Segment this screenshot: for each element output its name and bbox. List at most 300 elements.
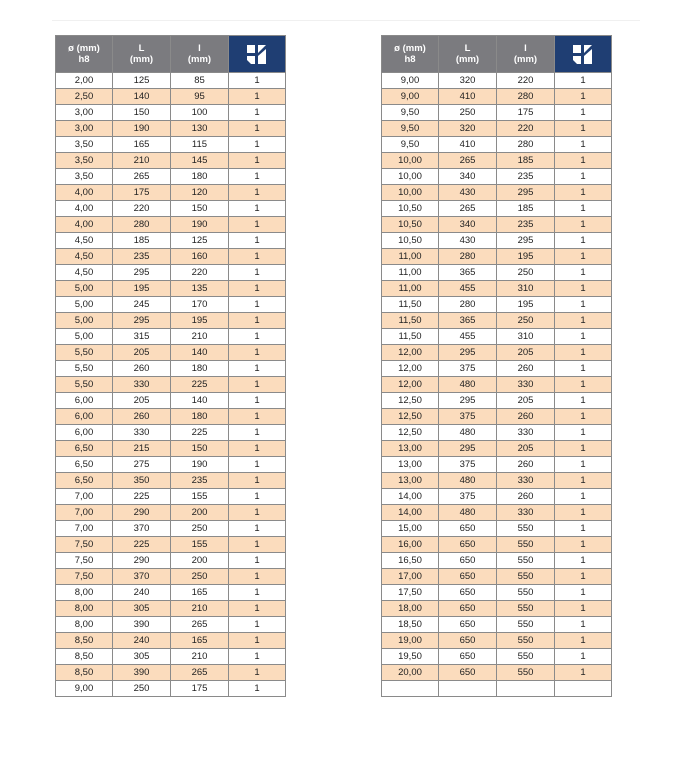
table-row — [382, 217, 612, 233]
table-row — [382, 617, 612, 633]
length-cell: 290 — [113, 553, 171, 569]
flute-length-cell: 235 — [171, 473, 229, 489]
diameter-cell: 4,50 — [56, 233, 113, 249]
length-cell: 320 — [439, 73, 497, 89]
flute-length-cell: 190 — [171, 457, 229, 473]
diameter-cell: 6,50 — [56, 457, 113, 473]
flute-length-cell: 280 — [497, 137, 555, 153]
pack-quantity-cell: 1 — [555, 553, 612, 569]
length-cell: 240 — [113, 633, 171, 649]
table-row — [382, 249, 612, 265]
table-row — [382, 153, 612, 169]
table-row — [56, 329, 286, 345]
pack-quantity-cell: 1 — [229, 233, 286, 249]
length-cell: 305 — [113, 649, 171, 665]
pack-quantity-cell — [555, 681, 612, 697]
spec-table-left-body — [56, 73, 286, 697]
flute-length-cell: 130 — [171, 121, 229, 137]
length-cell: 190 — [113, 121, 171, 137]
table-row — [382, 105, 612, 121]
diameter-cell: 4,00 — [56, 217, 113, 233]
pack-quantity-cell: 1 — [555, 585, 612, 601]
table-row — [382, 665, 612, 681]
diameter-cell: 4,50 — [56, 249, 113, 265]
length-header-unit: (mm) — [455, 54, 480, 65]
flute-length-cell: 150 — [171, 201, 229, 217]
diameter-cell: 11,50 — [382, 297, 439, 313]
diameter-cell: 8,50 — [56, 665, 113, 681]
pack-quantity-header — [229, 36, 286, 73]
pack-quantity-cell: 1 — [229, 425, 286, 441]
table-row — [56, 265, 286, 281]
length-cell: 295 — [439, 345, 497, 361]
table-row — [56, 617, 286, 633]
table-row — [56, 521, 286, 537]
table-row — [56, 409, 286, 425]
pack-quantity-cell: 1 — [229, 569, 286, 585]
diameter-cell: 13,00 — [382, 473, 439, 489]
length-cell: 650 — [439, 537, 497, 553]
table-row — [56, 665, 286, 681]
pack-quantity-cell: 1 — [229, 137, 286, 153]
table-row — [56, 489, 286, 505]
pack-quantity-cell: 1 — [555, 409, 612, 425]
flute-length-cell: 280 — [497, 89, 555, 105]
flute-length-cell: 235 — [497, 217, 555, 233]
flute-length-cell: 195 — [171, 313, 229, 329]
pack-quantity-cell: 1 — [229, 361, 286, 377]
length-cell: 315 — [113, 329, 171, 345]
length-cell: 340 — [439, 169, 497, 185]
table-row — [56, 313, 286, 329]
diameter-header-tolerance: h8 — [404, 54, 416, 65]
diameter-cell: 7,00 — [56, 521, 113, 537]
flute-length-cell: 180 — [171, 361, 229, 377]
diameter-cell: 12,50 — [382, 409, 439, 425]
flute-length-cell: 310 — [497, 281, 555, 297]
pack-quantity-cell: 1 — [229, 601, 286, 617]
table-row — [56, 297, 286, 313]
pack-quantity-cell: 1 — [229, 441, 286, 457]
diameter-cell: 6,00 — [56, 425, 113, 441]
pack-quantity-cell: 1 — [229, 217, 286, 233]
diameter-cell: 18,50 — [382, 617, 439, 633]
length-header — [113, 36, 171, 73]
length-cell: 275 — [113, 457, 171, 473]
table-row — [56, 377, 286, 393]
length-cell: 370 — [113, 569, 171, 585]
pack-quantity-cell: 1 — [229, 249, 286, 265]
flute-length-cell: 155 — [171, 489, 229, 505]
diameter-cell — [382, 681, 439, 697]
pack-quantity-cell: 1 — [229, 329, 286, 345]
flute-length-cell: 210 — [171, 649, 229, 665]
flute-length-cell: 250 — [497, 313, 555, 329]
table-row — [56, 345, 286, 361]
pack-quantity-cell: 1 — [229, 201, 286, 217]
flute-length-cell: 225 — [171, 377, 229, 393]
diameter-cell: 7,00 — [56, 505, 113, 521]
pack-quantity-cell: 1 — [555, 601, 612, 617]
pack-quantity-cell: 1 — [555, 521, 612, 537]
brand-logo-icon — [570, 41, 596, 67]
diameter-header-label: ø (mm) — [68, 43, 100, 54]
table-row — [382, 361, 612, 377]
length-cell: 215 — [113, 441, 171, 457]
flute-length-cell: 235 — [497, 169, 555, 185]
pack-quantity-cell: 1 — [229, 489, 286, 505]
pack-quantity-cell: 1 — [229, 393, 286, 409]
flute-length-cell: 550 — [497, 617, 555, 633]
table-row — [382, 601, 612, 617]
diameter-cell: 5,00 — [56, 297, 113, 313]
pack-quantity-cell: 1 — [229, 169, 286, 185]
table-row — [56, 89, 286, 105]
flute-length-header-unit: (mm) — [513, 54, 538, 65]
length-cell — [439, 681, 497, 697]
table-row — [56, 505, 286, 521]
length-cell: 480 — [439, 425, 497, 441]
flute-length-cell: 550 — [497, 585, 555, 601]
spec-table-right — [381, 35, 612, 697]
flute-length-header-unit: (mm) — [187, 54, 212, 65]
diameter-cell: 16,50 — [382, 553, 439, 569]
pack-quantity-cell: 1 — [555, 361, 612, 377]
diameter-cell: 7,50 — [56, 537, 113, 553]
brand-logo-icon — [244, 41, 270, 67]
diameter-cell: 4,00 — [56, 201, 113, 217]
diameter-cell: 12,50 — [382, 393, 439, 409]
length-cell: 320 — [439, 121, 497, 137]
pack-quantity-cell: 1 — [555, 537, 612, 553]
diameter-header-tolerance: h8 — [78, 54, 90, 65]
length-cell: 175 — [113, 185, 171, 201]
length-cell: 295 — [439, 393, 497, 409]
flute-length-cell: 175 — [497, 105, 555, 121]
flute-length-cell: 135 — [171, 281, 229, 297]
diameter-cell: 7,00 — [56, 489, 113, 505]
diameter-cell: 5,50 — [56, 377, 113, 393]
flute-length-cell: 170 — [171, 297, 229, 313]
table-row — [382, 121, 612, 137]
table-row — [382, 73, 612, 89]
diameter-cell: 19,50 — [382, 649, 439, 665]
flute-length-cell: 205 — [497, 441, 555, 457]
pack-quantity-cell: 1 — [229, 89, 286, 105]
flute-length-cell: 550 — [497, 553, 555, 569]
diameter-cell: 6,50 — [56, 441, 113, 457]
length-cell: 265 — [113, 169, 171, 185]
pack-quantity-cell: 1 — [555, 249, 612, 265]
diameter-cell: 10,00 — [382, 169, 439, 185]
table-row — [382, 425, 612, 441]
table-row — [56, 185, 286, 201]
length-cell: 650 — [439, 617, 497, 633]
pack-quantity-cell: 1 — [555, 73, 612, 89]
table-row — [56, 441, 286, 457]
diameter-cell: 2,00 — [56, 73, 113, 89]
diameter-cell: 5,00 — [56, 281, 113, 297]
diameter-cell: 5,00 — [56, 313, 113, 329]
table-row — [56, 233, 286, 249]
table-row — [382, 521, 612, 537]
flute-length-cell: 185 — [497, 153, 555, 169]
pack-quantity-cell: 1 — [555, 121, 612, 137]
length-header — [439, 36, 497, 73]
length-cell: 410 — [439, 137, 497, 153]
diameter-cell: 3,50 — [56, 137, 113, 153]
length-cell: 140 — [113, 89, 171, 105]
length-cell: 650 — [439, 553, 497, 569]
length-cell: 650 — [439, 649, 497, 665]
pack-quantity-cell: 1 — [555, 201, 612, 217]
pack-quantity-cell: 1 — [555, 617, 612, 633]
flute-length-cell: 155 — [171, 537, 229, 553]
table-row — [382, 393, 612, 409]
flute-length-cell: 205 — [497, 345, 555, 361]
pack-quantity-cell: 1 — [229, 473, 286, 489]
diameter-cell: 10,50 — [382, 233, 439, 249]
flute-length-cell: 220 — [497, 121, 555, 137]
pack-quantity-cell: 1 — [229, 265, 286, 281]
diameter-cell: 9,50 — [382, 105, 439, 121]
flute-length-cell: 550 — [497, 569, 555, 585]
length-cell: 390 — [113, 617, 171, 633]
diameter-cell: 10,00 — [382, 153, 439, 169]
table-row — [56, 537, 286, 553]
length-header-label: L — [138, 43, 145, 54]
flute-length-cell: 250 — [171, 569, 229, 585]
diameter-cell: 12,50 — [382, 425, 439, 441]
flute-length-cell: 330 — [497, 425, 555, 441]
diameter-cell: 15,00 — [382, 521, 439, 537]
length-cell: 375 — [439, 409, 497, 425]
pack-quantity-cell: 1 — [555, 185, 612, 201]
pack-quantity-cell: 1 — [229, 105, 286, 121]
length-cell: 410 — [439, 89, 497, 105]
flute-length-cell: 195 — [497, 297, 555, 313]
table-row — [382, 489, 612, 505]
length-cell: 480 — [439, 505, 497, 521]
diameter-cell: 13,00 — [382, 457, 439, 473]
pack-quantity-cell: 1 — [555, 489, 612, 505]
table-row — [382, 297, 612, 313]
diameter-cell: 9,50 — [382, 137, 439, 153]
pack-quantity-cell: 1 — [229, 665, 286, 681]
length-cell: 375 — [439, 361, 497, 377]
flute-length-cell — [497, 681, 555, 697]
diameter-header — [382, 36, 439, 73]
flute-length-cell: 205 — [497, 393, 555, 409]
pack-quantity-cell: 1 — [229, 617, 286, 633]
flute-length-cell: 160 — [171, 249, 229, 265]
length-cell: 280 — [439, 249, 497, 265]
table-row — [382, 649, 612, 665]
pack-quantity-cell: 1 — [555, 425, 612, 441]
length-cell: 295 — [113, 313, 171, 329]
diameter-cell: 3,00 — [56, 121, 113, 137]
flute-length-cell: 295 — [497, 185, 555, 201]
table-row — [56, 393, 286, 409]
length-cell: 650 — [439, 585, 497, 601]
table-row — [382, 313, 612, 329]
diameter-cell: 9,00 — [382, 73, 439, 89]
diameter-header-label: ø (mm) — [394, 43, 426, 54]
diameter-cell: 8,00 — [56, 601, 113, 617]
length-cell: 280 — [439, 297, 497, 313]
diameter-cell: 12,00 — [382, 361, 439, 377]
pack-quantity-cell: 1 — [555, 393, 612, 409]
table-row — [56, 281, 286, 297]
table-row — [382, 537, 612, 553]
length-cell: 350 — [113, 473, 171, 489]
pack-quantity-cell: 1 — [229, 297, 286, 313]
length-cell: 260 — [113, 361, 171, 377]
diameter-cell: 9,00 — [382, 89, 439, 105]
pack-quantity-cell: 1 — [555, 169, 612, 185]
flute-length-cell: 185 — [497, 201, 555, 217]
flute-length-cell: 95 — [171, 89, 229, 105]
pack-quantity-cell: 1 — [229, 185, 286, 201]
pack-quantity-cell: 1 — [555, 473, 612, 489]
flute-length-cell: 260 — [497, 457, 555, 473]
table-row — [56, 121, 286, 137]
length-cell: 290 — [113, 505, 171, 521]
diameter-cell: 11,50 — [382, 313, 439, 329]
length-cell: 650 — [439, 601, 497, 617]
diameter-cell: 19,00 — [382, 633, 439, 649]
diameter-cell: 9,50 — [382, 121, 439, 137]
flute-length-cell: 115 — [171, 137, 229, 153]
length-cell: 250 — [113, 681, 171, 697]
flute-length-cell: 165 — [171, 633, 229, 649]
table-row — [56, 649, 286, 665]
diameter-cell: 13,00 — [382, 441, 439, 457]
flute-length-cell: 250 — [171, 521, 229, 537]
flute-length-cell: 180 — [171, 409, 229, 425]
diameter-cell: 12,00 — [382, 345, 439, 361]
flute-length-cell: 210 — [171, 329, 229, 345]
pack-quantity-cell: 1 — [229, 345, 286, 361]
length-cell: 455 — [439, 329, 497, 345]
flute-length-cell: 140 — [171, 393, 229, 409]
table-row — [56, 585, 286, 601]
length-cell: 225 — [113, 537, 171, 553]
length-cell: 280 — [113, 217, 171, 233]
pack-quantity-cell: 1 — [555, 137, 612, 153]
spec-table-right-body — [382, 73, 612, 697]
diameter-cell: 11,00 — [382, 265, 439, 281]
length-cell: 295 — [439, 441, 497, 457]
table-row — [382, 473, 612, 489]
length-cell: 260 — [113, 409, 171, 425]
table-row — [382, 441, 612, 457]
diameter-cell: 17,00 — [382, 569, 439, 585]
pack-quantity-cell: 1 — [229, 409, 286, 425]
table-row — [382, 281, 612, 297]
table-row — [382, 585, 612, 601]
pack-quantity-cell: 1 — [555, 633, 612, 649]
length-cell: 430 — [439, 185, 497, 201]
diameter-cell: 9,00 — [56, 681, 113, 697]
length-cell: 165 — [113, 137, 171, 153]
length-cell: 205 — [113, 393, 171, 409]
table-row — [56, 201, 286, 217]
flute-length-cell: 190 — [171, 217, 229, 233]
table-row — [382, 233, 612, 249]
diameter-cell: 8,00 — [56, 585, 113, 601]
diameter-cell: 8,50 — [56, 633, 113, 649]
flute-length-cell: 210 — [171, 601, 229, 617]
diameter-cell: 5,50 — [56, 361, 113, 377]
pack-quantity-cell: 1 — [229, 649, 286, 665]
diameter-cell: 16,00 — [382, 537, 439, 553]
table-row — [56, 425, 286, 441]
table-row — [382, 553, 612, 569]
pack-quantity-cell: 1 — [555, 153, 612, 169]
table-row — [382, 681, 612, 697]
spec-table-left — [55, 35, 286, 697]
pack-quantity-cell: 1 — [229, 633, 286, 649]
diameter-cell: 8,00 — [56, 617, 113, 633]
flute-length-cell: 265 — [171, 617, 229, 633]
pack-quantity-cell: 1 — [229, 457, 286, 473]
length-cell: 330 — [113, 425, 171, 441]
flute-length-cell: 165 — [171, 585, 229, 601]
length-cell: 375 — [439, 457, 497, 473]
flute-length-cell: 550 — [497, 601, 555, 617]
length-cell: 225 — [113, 489, 171, 505]
flute-length-cell: 180 — [171, 169, 229, 185]
table-row — [382, 569, 612, 585]
header-row — [382, 36, 612, 73]
pack-quantity-cell: 1 — [229, 73, 286, 89]
pack-quantity-cell: 1 — [555, 505, 612, 521]
pack-quantity-cell: 1 — [229, 313, 286, 329]
table-row — [382, 137, 612, 153]
length-cell: 185 — [113, 233, 171, 249]
length-cell: 430 — [439, 233, 497, 249]
table-row — [382, 457, 612, 473]
diameter-header — [56, 36, 113, 73]
flute-length-cell: 195 — [497, 249, 555, 265]
diameter-cell: 3,50 — [56, 169, 113, 185]
length-cell: 245 — [113, 297, 171, 313]
diameter-cell: 4,50 — [56, 265, 113, 281]
pack-quantity-cell: 1 — [555, 665, 612, 681]
diameter-cell: 10,50 — [382, 201, 439, 217]
flute-length-cell: 250 — [497, 265, 555, 281]
table-row — [56, 217, 286, 233]
diameter-cell: 10,00 — [382, 185, 439, 201]
table-row — [382, 185, 612, 201]
flute-length-cell: 100 — [171, 105, 229, 121]
pack-quantity-cell: 1 — [555, 233, 612, 249]
table-row — [56, 249, 286, 265]
diameter-cell: 3,50 — [56, 153, 113, 169]
length-cell: 265 — [439, 201, 497, 217]
table-row — [382, 633, 612, 649]
diameter-cell: 17,50 — [382, 585, 439, 601]
flute-length-header — [497, 36, 555, 73]
pack-quantity-cell: 1 — [555, 345, 612, 361]
pack-quantity-cell: 1 — [555, 569, 612, 585]
length-cell: 340 — [439, 217, 497, 233]
table-row — [56, 73, 286, 89]
length-header-label: L — [464, 43, 471, 54]
length-cell: 250 — [439, 105, 497, 121]
length-cell: 240 — [113, 585, 171, 601]
